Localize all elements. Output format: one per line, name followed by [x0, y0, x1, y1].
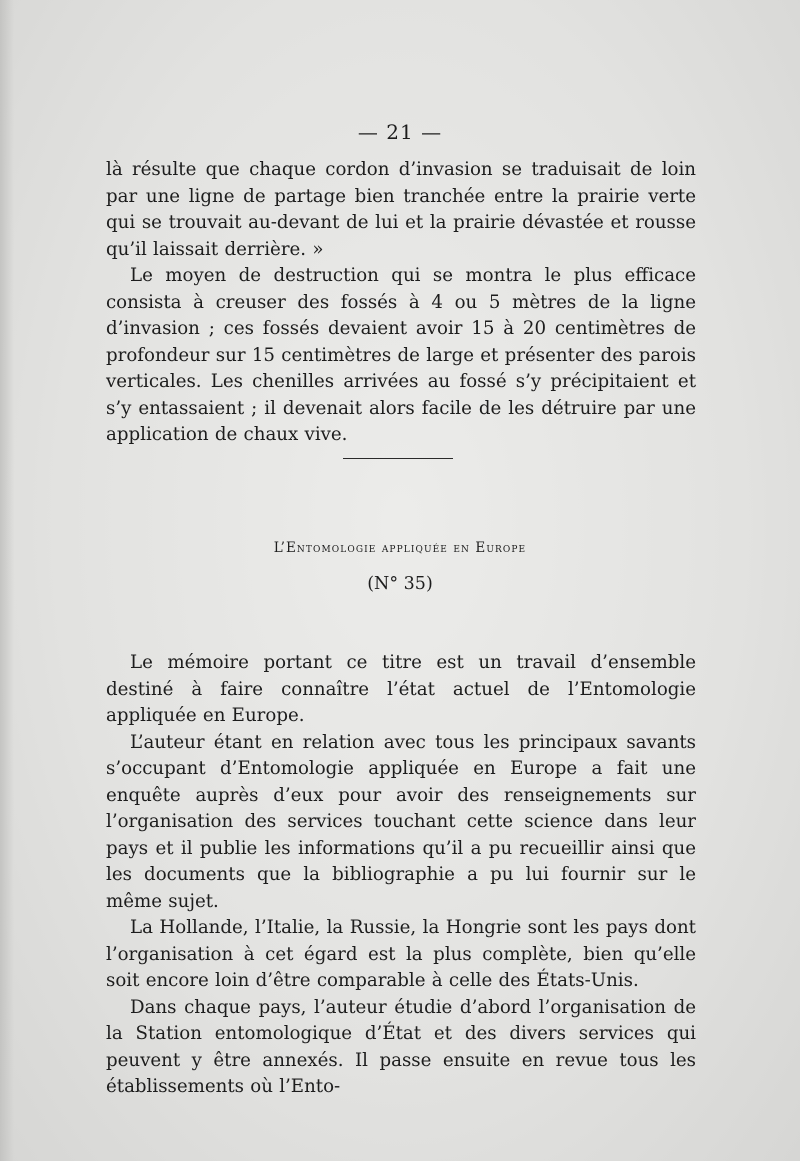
top-text-block — [106, 157, 696, 449]
paragraph: Dans chaque pays, l’auteur étudie d’abord l’organisation de la Station entomologique d’État et des divers services qui peuvent y être annexés. Il passe ensuite en revue tous les établissements où l’Ento- — [106, 996, 696, 1097]
paragraph-continued: là résulte que chaque cordon d’invasion se traduisait de loin par une ligne de partage bien tranchée entre la prairie verte qui se trouvait au-devant de lui et la prairie dévastée et rousse qu’il laissait derrière. » — [106, 159, 696, 260]
paragraph: Le moyen de destruction qui se montra le plus efficace consista à creuser des fossés à 4 ou 5 mètres de la ligne d’invasion ; ces fossés devaient avoir 15 à 20 centimètres de profondeur sur 15 centimètres de large et présenter des parois verticales. Les chenilles arrivées au fossé s’y précipitaient et s’y entassaient ; il devenait alors facile de les détruire par une application de chaux vive. — [106, 265, 696, 445]
page-number: — 21 — — [357, 120, 443, 144]
bottom-text-block — [106, 650, 696, 1101]
paragraph: Le mémoire portant ce titre est un travail d’ensemble destiné à faire connaître l’état actuel de l’Entomologie appliquée en Europe. — [106, 652, 696, 726]
paragraph: L’auteur étant en relation avec tous les principaux savants s’occupant d’Entomologie appliquée en Europe a fait une enquête auprès d’eux pour avoir des renseignements sur l’organisation des services touchant cette science dans leur pays et il publie les informations qu’il a pu recueillir ainsi que les documents que la bibliographie a pu lui fournir sur le même sujet. — [106, 731, 696, 912]
section-number: (N° 35) — [367, 574, 433, 594]
paragraph: La Hollande, l’Italie, la Russie, la Hongrie sont les pays dont l’organisation à cet égard est la plus complète, bien qu’elle soit encore loin d’être comparable à celle des États-Unis. — [106, 917, 696, 991]
section-divider — [343, 458, 453, 459]
section-title: L’Entomologie appliquée en Europe — [273, 540, 527, 556]
